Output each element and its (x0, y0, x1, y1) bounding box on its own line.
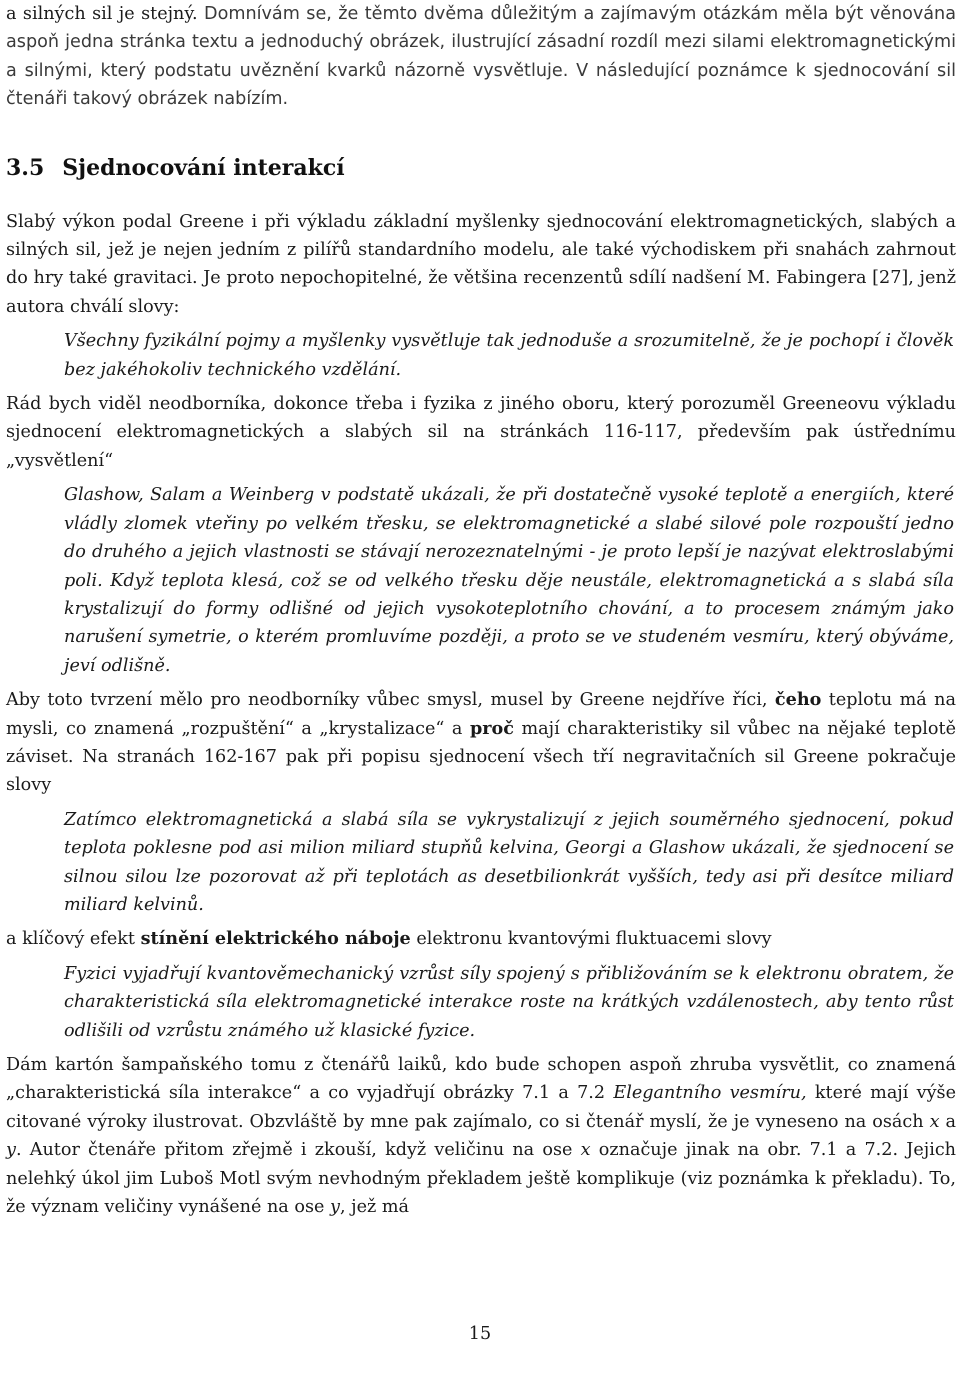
text-segment: , jež má (339, 1197, 410, 1218)
math-y: y (329, 1197, 340, 1218)
bold-charge-screening: stínění elektrického náboje (140, 928, 411, 950)
paragraph-screening (6, 925, 956, 953)
quote-physicists: Fyzici vyjadřují kvantověmechanický vzrůst síly spojený s přibližováním se k elektronu obratem, že charakteristická síla elektromagnetické interakce roste na krátkých vzdálenostech, aby tento růst odlišili od vzrůstu známého už klasické fyzice. (64, 963, 954, 1041)
page-number: 15 (468, 1324, 492, 1344)
paragraph-champagne (6, 1051, 956, 1221)
text-segment: které mají výše citované výroky ilustrovat. Obzvláště by mne pak zajímalo, co si čtenář myslí, že je vyneseno na osách (6, 1083, 956, 1132)
math-y: y (6, 1140, 16, 1161)
section-number: 3.5 (6, 154, 45, 181)
intro-lead: a silných sil je stejný. (6, 4, 198, 24)
intro-paragraph (6, 0, 956, 114)
section-title: Sjednocování interakcí (62, 154, 345, 181)
bold-why: proč (469, 717, 514, 739)
text-segment: a (945, 1111, 957, 1132)
intro-rest: Domnívám se, že těmto dvěma důležitým a zajímavým otázkám měla být věnována aspoň jedna stránka textu a jednoduchý obrázek, ilustrující zásadní rozdíl mezi silami elektromagnetickými a silnými, který podstatu uvěznění kvarků názorně vysvětluje. V následující poznámce k sjednocování sil čtenáři takový obrázek nabízím. (6, 4, 956, 110)
math-x: x (580, 1140, 591, 1161)
section-heading (6, 154, 956, 182)
document-page (6, 0, 956, 1221)
text-segment: . Autor čtenáře přitom zřejmě i zkouší, když veličinu na ose (15, 1140, 573, 1161)
text-segment: teplotu má na mysli, co znamená „rozpuštění“ a „krystalizace“ a (6, 690, 957, 739)
quote-glashow-salam-weinberg: Glashow, Salam a Weinberg v podstatě ukázali, že při dostatečně vysoké teplotě a energiích, které vládly zlomek vteřiny po velkém třesku, se elektromagnetické a slabé silové pole rozpouští jedno do druhého a jejich vlastnosti se stávají nerozeznatelnými - je proto lepší je nazývat elektroslabými poli. Když teplota klesá, což se od velkého třesku děje neustále, elektromagnetická a s slabá síla krystalizují do formy odlišné od jejich vysokoteplotního chování, a to procesem známým jako narušení symetrie, o kterém promluvíme později, a proto se ve studeném vesmíru, který obýváme, jeví odlišně. (64, 485, 954, 676)
italic-book-title: Elegantního vesmíru, (613, 1083, 807, 1104)
text-segment: elektronu kvantovými fluktuacemi slovy (416, 929, 772, 950)
paragraph-layman: Rád bych viděl neodborníka, dokonce třeba i fyzika z jiného oboru, který porozuměl Greeneovu výkladu sjednocení elektromagnetických a slabých sil na stránkách 116-117, především pak ústřednímu „vysvětlení“ (6, 394, 956, 471)
math-x: x (929, 1111, 940, 1132)
paragraph-temperature (6, 686, 956, 800)
text-segment: a klíčový efekt (6, 929, 135, 950)
paragraph-weak-performance: Slabý výkon podal Greene i při výkladu základní myšlenky sjednocování elektromagnetických, slabých a silných sil, jež je nejen jedním z pilířů standardního modelu, ale také východiskem při snahách zahrnout do hry také gravitaci. Je proto nepochopitelné, že většina recenzentů sdílí nadšení M. Fabingera [27], jenž autora chválí slovy: (6, 211, 956, 317)
text-segment: mají charakteristiky sil vůbec na nějaké teplotě záviset. Na stranách 162-167 pak při popisu sjednocení všech tří negravitačních sil Greene pokračuje slovy (6, 718, 957, 796)
quote-georgi-glashow: Zatímco elektromagnetická a slabá síla se vykrystalizují z jejich souměrného sjednocení, pokud teplota poklesne pod asi milion miliard stupňů kelvina, Georgi a Glashow ukázali, že sjednocení se silnou silou lze pozorovat až při teplotách as desetbilionkrát vyšších, tedy asi při desítce miliard miliard kelvinů. (64, 809, 954, 915)
text-segment: Aby toto tvrzení mělo pro neodborníky vůbec smysl, musel by Greene nejdříve říci, (6, 690, 768, 711)
bold-what: čeho (774, 689, 822, 711)
quote-fabinger: Všechny fyzikální pojmy a myšlenky vysvětluje tak jednoduše a srozumitelně, že je pochopí i člověk bez jakéhokoliv technického vzdělání. (64, 331, 954, 380)
text-segment: Dám kartón šampaňského tomu z čtenářů laiků, kdo bude schopen aspoň zhruba vysvětlit, co znamená „charakteristická síla interakce“ a co vyjadřují obrázky 7.1 a 7.2 (6, 1055, 956, 1104)
text-segment: označuje jinak na obr. 7.1 a 7.2. Jejich nelehký úkol jim Luboš Motl svým nevhodným překladem ještě komplikuje (viz poznámka k překladu). To, že význam veličiny vynášené na ose (6, 1140, 956, 1218)
